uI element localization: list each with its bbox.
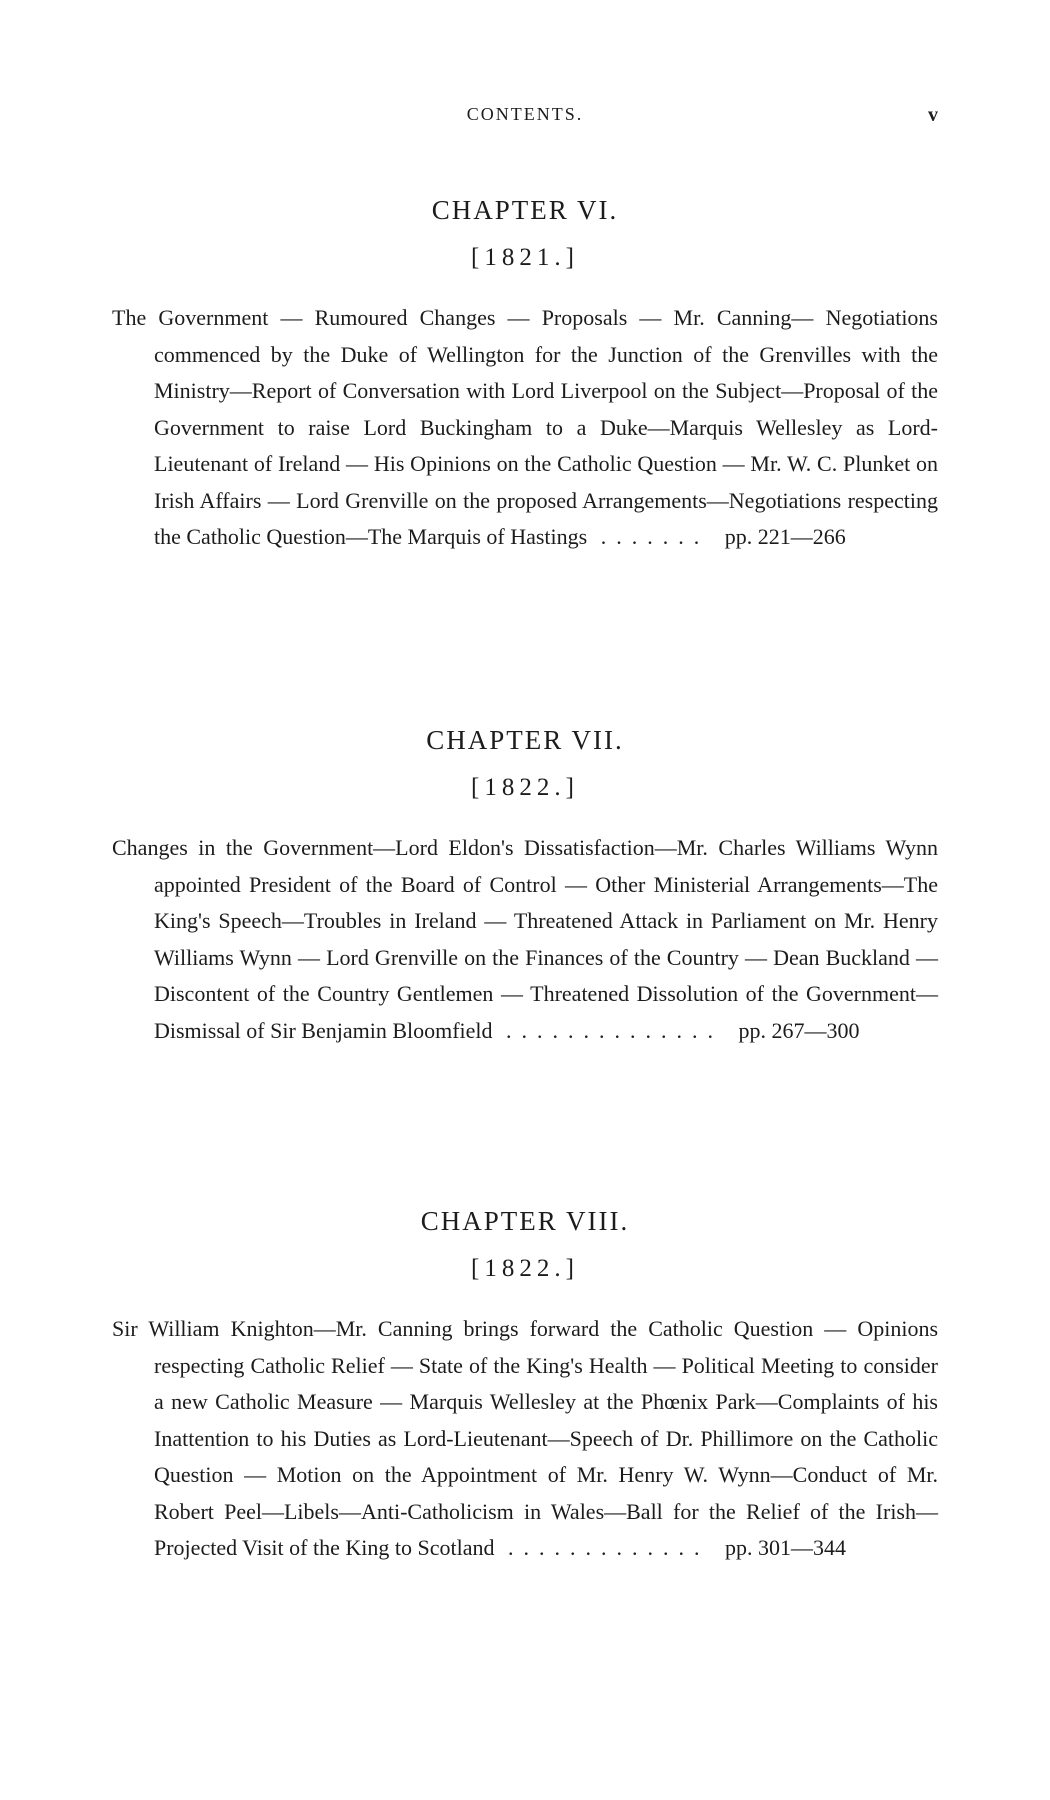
dot-leader: .............: [507, 1535, 710, 1560]
running-head: [0, 104, 1050, 134]
summary-text: Sir William Knighton—Mr. Canning brings forward the Catholic Question — Opinions respecting Catholic Relief — State of the King's Health — Political Meeting to consider a new Catholic Measure — Marquis Wellesley at the Phœnix Park—Complaints of his Inattention to his Duties as Lord-Lieutenant—Speech of Dr. Phillimore on the Catholic Question — Motion on the Appointment of Mr. Henry W. Wynn—Conduct of Mr. Robert Peel—Libels—Anti-Catholicism in Wales—Ball for the Relief of the Irish—Projected Visit of the King to Scotland: [112, 1316, 938, 1560]
chapter-entry: [0, 722, 1050, 1049]
chapter-summary: [112, 1311, 938, 1567]
page-range: pp. 221—266: [724, 524, 846, 549]
chapter-year: [1821.]: [471, 244, 579, 271]
running-title: CONTENTS.: [466, 104, 584, 124]
chapter-entry: [0, 1203, 1050, 1567]
chapter-summary: [112, 300, 938, 556]
page-number: v: [928, 104, 938, 126]
page-range: pp. 267—300: [738, 1017, 860, 1043]
chapter-title: CHAPTER VI.: [431, 195, 619, 225]
page-range: pp. 301—344: [724, 1535, 846, 1560]
chapter-summary: [112, 830, 938, 1049]
chapter-year: [1822.]: [471, 774, 579, 801]
dot-leader: .......: [600, 524, 710, 549]
chapter-entry: [0, 192, 1050, 556]
summary-text: The Government — Rumoured Changes — Proposals — Mr. Canning— Negotiations commenced by the Duke of Wellington for the Junction of the Grenvilles with the Ministry—Report of Conversation with Lord Liverpool on the Subject—Proposal of the Government to raise Lord Buckingham to a Duke—Marquis Wellesley as Lord-Lieutenant of Ireland — His Opinions on the Catholic Question — Mr. W. C. Plunket on Irish Affairs — Lord Grenville on the proposed Arrangements—Negotiations respecting the Catholic Question—The Marquis of Hastings: [112, 305, 938, 549]
chapter-title: CHAPTER VIII.: [420, 1206, 630, 1236]
chapter-title: CHAPTER VII.: [426, 725, 624, 755]
chapter-year: [1822.]: [471, 1255, 579, 1282]
summary-text: Changes in the Government—Lord Eldon's Dissatisfaction—Mr. Charles Williams Wynn appointed President of the Board of Control — Other Ministerial Arrangements—The King's Speech—Troubles in Ireland — Threatened Attack in Parliament on Mr. Henry Williams Wynn — Lord Grenville on the Finances of the Country — Dean Buckland — Discontent of the Country Gentlemen — Threatened Dissolution of the Government—Dismissal of Sir Benjamin Bloomfield: [112, 835, 938, 1043]
dot-leader: ..............: [506, 1017, 724, 1043]
